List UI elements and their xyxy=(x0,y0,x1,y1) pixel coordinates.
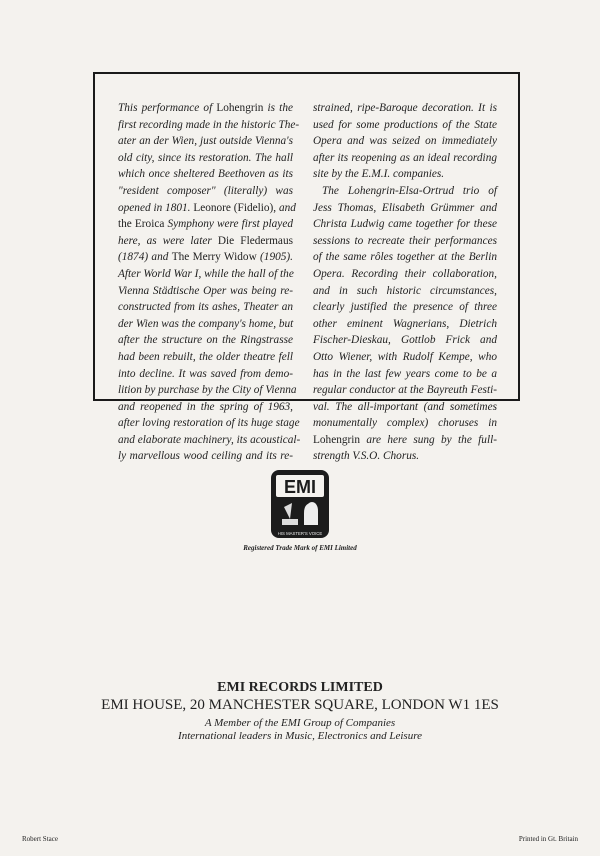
text-segment: opened in 1801. xyxy=(118,201,194,214)
text-segment: der Wien was the company's home, but xyxy=(118,317,294,330)
text-segment: Fischer-Dieskau, Gottlob Frick and xyxy=(313,334,497,347)
text-line xyxy=(313,382,497,399)
text-segment: of the same rôles together at the Berlin xyxy=(313,251,497,264)
text-segment: after loving restoration of its huge stage xyxy=(118,417,300,430)
text-segment: The Merry Widow xyxy=(171,251,257,264)
text-segment: Vienna Städtische Oper was being re- xyxy=(118,284,293,297)
text-segment: had been rebuilt, the older theatre fell xyxy=(118,350,293,363)
text-segment: site by the E.M.I. companies. xyxy=(313,168,445,181)
text-line xyxy=(313,133,497,150)
text-line xyxy=(313,249,497,266)
text-segment: into decline. It was saved from demo- xyxy=(118,367,293,380)
company-name: EMI RECORDS LIMITED xyxy=(217,680,383,695)
text-line xyxy=(118,133,293,150)
text-line xyxy=(313,100,497,117)
text-segment: regular conductor at the Bayreuth Festi- xyxy=(313,384,497,397)
company-member: A Member of the EMI Group of Companies xyxy=(204,717,396,729)
text-line xyxy=(313,432,497,449)
text-line xyxy=(118,415,300,432)
text-segment: Christa Ludwig came together for these xyxy=(313,218,497,231)
text-segment: has in the last few years come to be a xyxy=(313,367,497,380)
text-line xyxy=(313,150,497,167)
text-line xyxy=(118,216,293,233)
text-segment: Leonore (Fidelio), xyxy=(193,201,277,214)
text-segment: Die Fledermaus xyxy=(217,234,293,247)
text-line xyxy=(313,266,497,283)
text-segment: "resident composer" (literally) was xyxy=(118,184,293,197)
text-segment: Lohengrin xyxy=(216,102,264,114)
text-line xyxy=(313,216,497,233)
text-segment: is the xyxy=(263,102,293,114)
text-line xyxy=(118,349,293,366)
text-segment: first recording made in the historic The- xyxy=(118,118,300,131)
text-line xyxy=(313,415,497,432)
text-line xyxy=(313,283,497,300)
text-line xyxy=(313,332,497,349)
text-segment: strength V.S.O. Chorus. xyxy=(313,450,420,463)
text-line xyxy=(118,117,300,134)
text-line xyxy=(118,399,293,416)
text-segment: here, as were later xyxy=(118,234,218,247)
text-line xyxy=(313,183,497,200)
text-segment: other eminent Wagnerians, Dietrich xyxy=(313,317,497,330)
text-line xyxy=(118,233,293,250)
text-segment: and reopened in the spring of 1963, xyxy=(118,400,293,413)
text-line xyxy=(118,432,301,449)
logo-caption: HIS MASTER'S VOICE xyxy=(277,531,323,536)
text-segment: and xyxy=(276,201,296,214)
svg-text:EMI: EMI xyxy=(283,477,317,497)
text-segment: constructed from its ashes, Theater an xyxy=(118,301,293,314)
company-info xyxy=(0,680,600,742)
text-line xyxy=(313,117,497,134)
text-line xyxy=(118,266,293,283)
text-line xyxy=(313,399,497,416)
text-segment: after its reopening as an ideal recording xyxy=(313,151,497,164)
text-line xyxy=(118,366,293,383)
text-segment: strained, ripe-Baroque decoration. It is xyxy=(313,102,497,114)
text-segment: monumentally complex) choruses in xyxy=(313,417,497,430)
text-segment: ly marvellous wood ceiling and its re- xyxy=(118,450,293,463)
text-line xyxy=(118,150,293,167)
text-segment: The Lohengrin-Elsa-Ortrud trio of xyxy=(322,184,497,197)
text-segment: are here sung by the full- xyxy=(360,433,497,446)
text-segment: and in such historic circumstances, xyxy=(313,284,497,297)
text-segment: Eroica xyxy=(134,218,165,231)
text-segment: Symphony were first played xyxy=(164,218,293,231)
text-segment: which once sheltered Beethoven as its xyxy=(118,168,293,181)
text-segment: Otto Wiener, with Rudolf Kempe, who xyxy=(313,350,497,363)
text-line xyxy=(118,448,293,465)
text-line xyxy=(313,166,497,183)
text-line xyxy=(118,382,297,399)
text-column-left xyxy=(118,100,301,465)
text-line xyxy=(313,448,497,465)
footer-right: Printed in Gt. Britain xyxy=(518,835,578,843)
text-segment: Jess Thomas, Elisabeth Grümmer and xyxy=(313,201,497,214)
company-address: EMI HOUSE, 20 MANCHESTER SQUARE, LONDON W1 1ES xyxy=(101,697,499,713)
text-segment: the xyxy=(118,218,135,231)
text-line xyxy=(118,283,293,300)
text-line xyxy=(118,249,293,266)
text-line xyxy=(118,100,293,117)
emi-his-masters-voice-logo xyxy=(270,469,330,539)
text-segment: This performance of xyxy=(118,102,217,114)
text-line xyxy=(313,200,497,217)
text-segment: (1874) and xyxy=(118,251,172,264)
trademark-notice: Registered Trade Mark of EMI Limited xyxy=(243,544,357,552)
text-line xyxy=(313,299,497,316)
text-segment: old city, since its restoration. The hall xyxy=(118,151,293,164)
text-column-right xyxy=(313,100,497,465)
footer-left: Robert Stace xyxy=(22,835,58,843)
text-segment: sessions to recreate their performances xyxy=(313,234,497,247)
text-segment: ater an der Wien, just outside Vienna's xyxy=(118,135,293,148)
text-line xyxy=(118,200,296,217)
text-segment: (1905). xyxy=(256,251,293,264)
text-line xyxy=(313,366,497,383)
text-line xyxy=(118,183,293,200)
text-segment: clearly justified the presence of three xyxy=(313,301,497,314)
text-segment: val. The all-important (and sometimes xyxy=(313,400,497,413)
text-segment: Lohengrin xyxy=(313,433,361,446)
text-line xyxy=(118,299,293,316)
text-line xyxy=(118,316,293,333)
text-segment: Opera. Recording their collaboration, xyxy=(313,267,497,280)
text-segment: Opera and was seized on immediately xyxy=(313,135,497,148)
text-line xyxy=(313,349,497,366)
text-line xyxy=(313,316,497,333)
text-line xyxy=(313,233,497,250)
company-tagline: International leaders in Music, Electronics and Leisure xyxy=(178,730,422,742)
text-segment: after the structure on the Ringstrasse xyxy=(118,334,293,347)
text-segment: and elaborate machinery, its acoustical- xyxy=(118,433,301,446)
text-segment: After World War I, while the hall of the xyxy=(118,267,294,280)
text-segment: used for some productions of the State xyxy=(313,118,497,131)
text-segment: lition by purchase by the City of Vienna xyxy=(118,384,297,397)
text-line xyxy=(118,332,293,349)
text-line xyxy=(118,166,293,183)
